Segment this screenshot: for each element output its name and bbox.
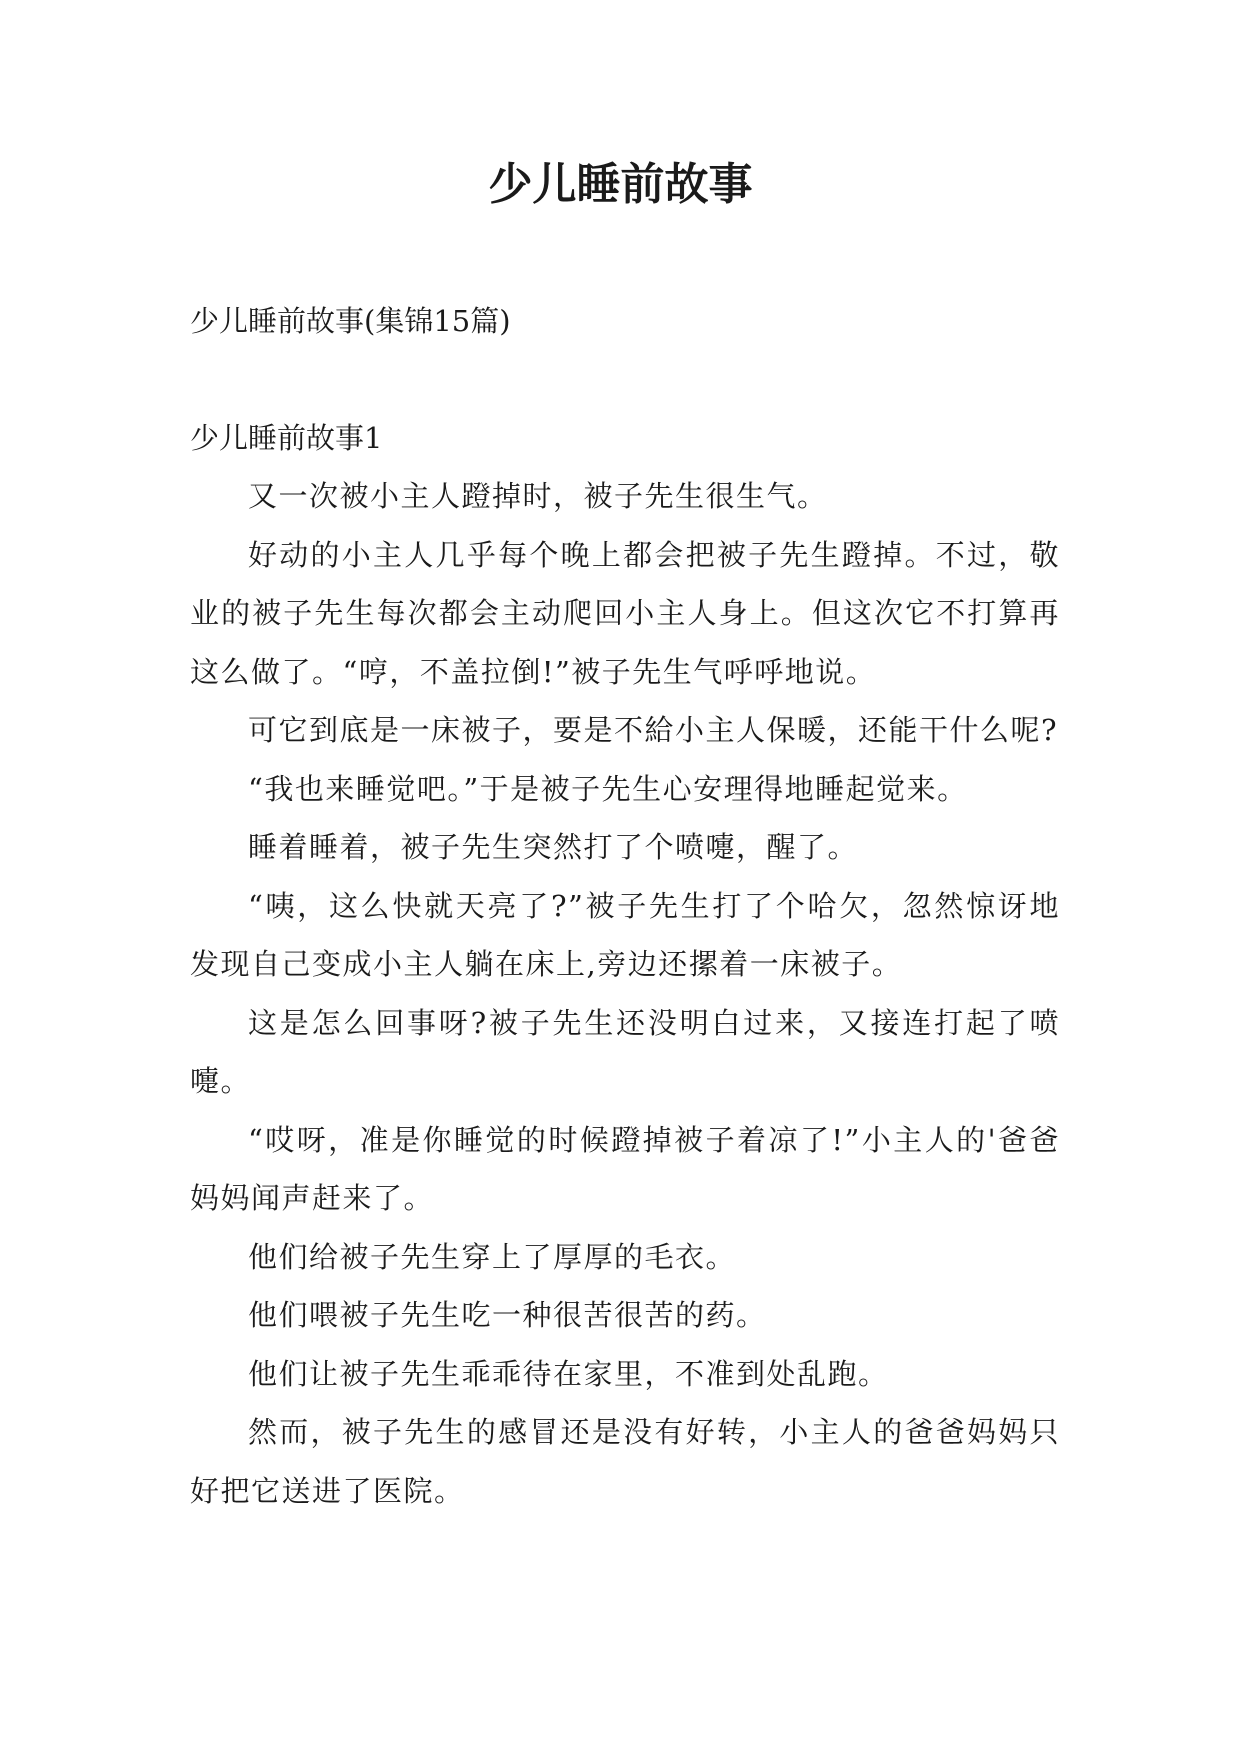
document-title: 少儿睡前故事 [488, 159, 753, 210]
paragraph: 这是怎么回事呀?被子先生还没明白过来，又接连打起了喷嚏。 [190, 1005, 1060, 1098]
paragraph: “我也来睡觉吧。”于是被子先生心安理得地睡起觉来。 [248, 771, 968, 806]
paragraph: 好动的小主人几乎每个晚上都会把被子先生蹬掉。不过，敬业的被子先生每次都会主动爬回小主人身上。但这次它不打算再这么做了。“哼，不盖拉倒!”被子先生气呼呼地说。 [190, 537, 1060, 689]
paragraph: 睡着睡着，被子先生突然打了个喷嚏，醒了。 [248, 830, 859, 864]
section-heading: 少儿睡前故事1 [190, 420, 383, 455]
paragraph: 他们喂被子先生吃一种很苦很苦的药。 [248, 1298, 767, 1332]
paragraph: 然而，被子先生的感冒还是没有好转，小主人的爸爸妈妈只好把它送进了医院。 [190, 1415, 1060, 1508]
paragraph: “咦，这么快就天亮了?”被子先生打了个哈欠，忽然惊讶地发现自己变成小主人躺在床上,旁边还摞着一床被子。 [190, 888, 1060, 981]
paragraph: 他们给被子先生穿上了厚厚的毛衣。 [248, 1239, 737, 1274]
paragraph: 他们让被子先生乖乖待在家里，不准到处乱跑。 [248, 1356, 889, 1391]
document-subtitle: 少儿睡前故事(集锦15篇) [190, 304, 511, 338]
document-body [190, 292, 1060, 1520]
paragraph: 可它到底是一床被子，要是不給小主人保暖，还能干什么呢? [248, 713, 1059, 747]
paragraph: “哎呀，准是你睡觉的时候蹬掉被子着凉了!”小主人的'爸爸妈妈闻声赶来了。 [190, 1122, 1060, 1215]
paragraph: 又一次被小主人蹬掉时，被子先生很生气。 [248, 479, 828, 513]
